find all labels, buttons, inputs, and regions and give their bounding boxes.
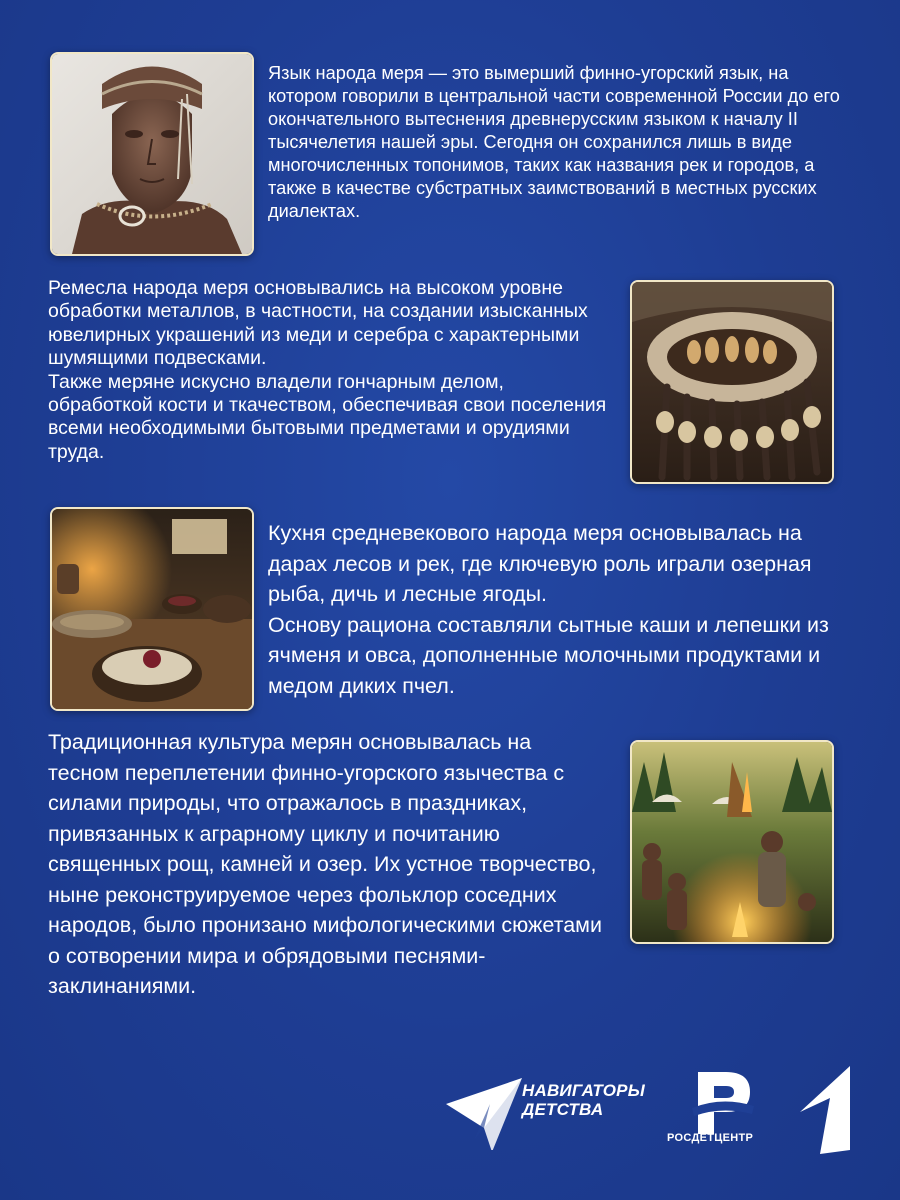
footer-logos: [440, 1062, 860, 1162]
section-culture-text: [48, 727, 608, 1002]
food-table-image: [50, 507, 254, 711]
paragraph: Язык народа меря — это вымерший финно-угорский язык, на котором говорили в центральной части современной России до его окончательного вытеснения древнерусским языком к началу II тысячелетия нашей эры. Сегодня он сохранился лишь в виде многочисленных топонимов, таких как названия рек и городов, а также в качестве субстратных заимствований в местных русских диалектах.: [268, 63, 840, 221]
navigators-line1: НАВИГАТОРЫ: [522, 1081, 645, 1100]
rosdetcenter-text: РОСДЕТЦЕНТР: [667, 1132, 754, 1144]
bust-portrait-image: [50, 52, 254, 256]
navigators-line2: ДЕТСТВА: [522, 1100, 604, 1119]
paper-plane-icon: [444, 1070, 524, 1150]
section-cuisine-text: [268, 518, 838, 701]
paragraph: Традиционная культура мерян основывалась на тесном переплетении финно-угорского язычества с силами природы, что отражалось в праздниках, привязанных к аграрному циклу и почитанию священных рощ, камней и озер. Их устное творчество, ныне реконструируемое через фольклор соседних народов, было пронизано мифологическими сюжетами о сотворении мира и обрядовыми песнями-заклинаниями.: [48, 730, 602, 998]
section-crafts-text: [48, 277, 608, 464]
paragraph: Кухня средневекового народа меря основывалась на дарах лесов и рек, где ключевую роль играли озерная рыба, дичь и лесные ягоды.: [268, 521, 812, 606]
rosdetcenter-logo: [667, 1062, 780, 1152]
r-letter-icon: [688, 1066, 758, 1136]
paragraph: Основу рациона составляли сытные каши и лепешки из ячменя и овса, дополненные молочными продуктами и медом диких пчел.: [268, 612, 829, 698]
paragraph: Также меряне искусно владели гончарным делом, обработкой кости и ткачеством, обеспечивая свои поселения всеми необходимыми бытовыми предметами и орудиями труда.: [48, 370, 607, 463]
section-language-text: [268, 62, 840, 223]
jewelry-pendant-image: [630, 280, 834, 484]
navigators-logo: [444, 1070, 654, 1150]
one-icon: [796, 1064, 856, 1156]
number-one-logo: [796, 1064, 856, 1154]
navigators-logo-text: [522, 1081, 645, 1119]
paragraph: Ремесла народа меря основывались на высоком уровне обработки металлов, в частности, на создании изысканных ювелирных украшений из меди и серебра с характерными шумящими подвесками.: [48, 277, 588, 370]
campfire-gathering-image: [630, 740, 834, 944]
